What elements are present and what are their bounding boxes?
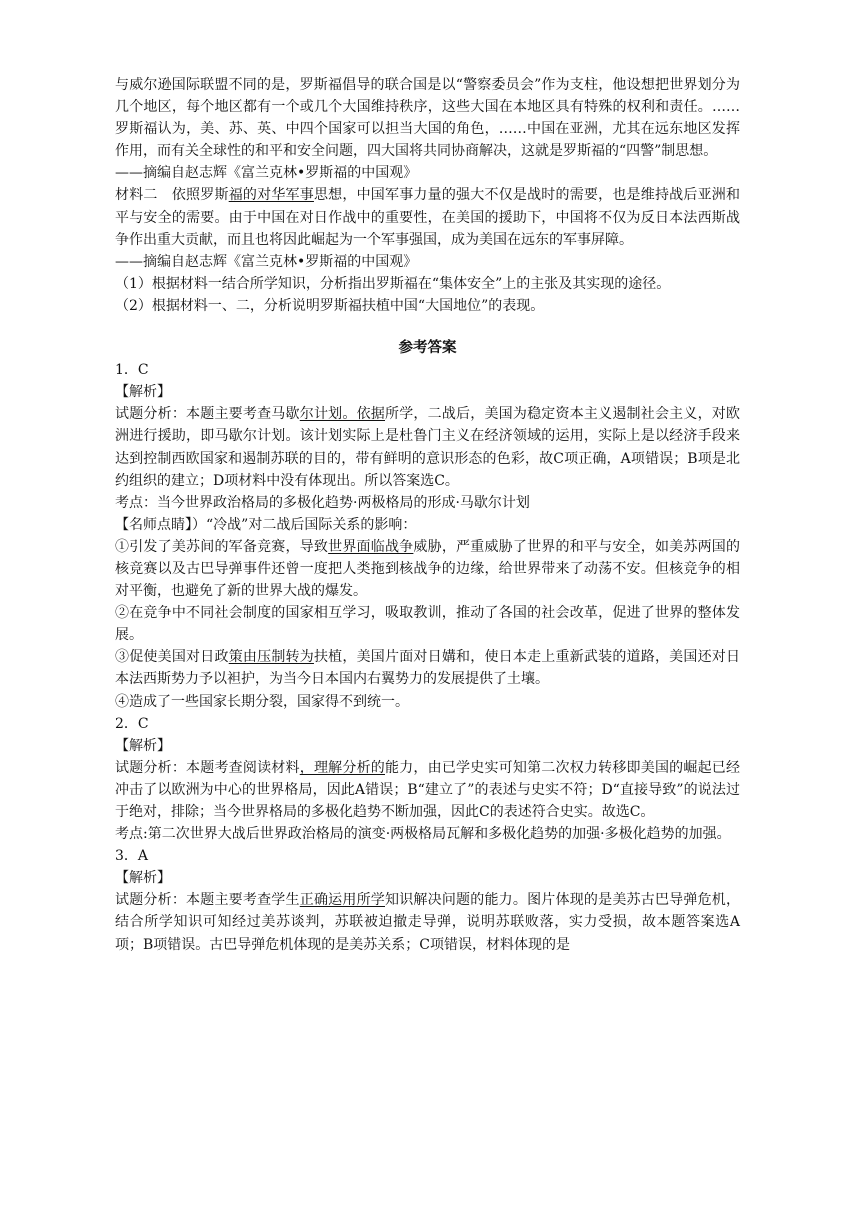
material-two-source: ——摘编自赵志辉《富兰克林•罗斯福的中国观》	[115, 253, 418, 270]
answer-1-item-1-underlined: 世界面临战争	[328, 538, 414, 555]
answer-2-analysis-b: 能力，由已学史实可知第二次权力转移即美国的崛起已经冲击了以欧洲为中心的世界格局，因此A错误；B“建立了”的表述与史实不符；D“直接导致”的说法过于绝对，排除；当今世界格局的多极化趋势不断加强，因此C的表述符合史实。故选C。	[115, 759, 741, 820]
material-two-rest: 思想，中国军事力量的强大不仅是战时的需要，也是维持战后亚洲和平与安全的需要。由于中国在对日作战中的重要性，在美国的援助下，中国将不仅为反日本法西斯战争作出重大贡献，而且也将因此崛起为一个军事强国，成为美国在远东的军事屏障。	[115, 187, 741, 248]
answer-1-item-3-a: ③促使美国对日政	[115, 649, 229, 666]
answer-3-jiexi: 【解析】	[115, 870, 171, 887]
answer-1-item-1-b: 威胁，严重威胁了世界的和平与安全，如美苏两国的核竞赛以及古巴导弹事件还曾一度把人类拖到核战争的边缘，给世界带来了动荡不安。但核竞争的相对平衡，也避免了新的世界大战的爆发。	[115, 538, 741, 600]
answer-3-analysis-a: 试题分析：本题主要考查学生	[115, 892, 300, 909]
answer-1-analysis-underlined: 尔计划。依据	[299, 406, 385, 423]
answer-2-jiexi: 【解析】	[115, 737, 171, 754]
answer-3-number: 3．A	[115, 848, 149, 865]
answer-1-kaodian: 考点：当今世界政治格局的多极化趋势·两极格局的形成·马歇尔计划	[115, 494, 530, 511]
document-body	[115, 74, 740, 956]
answer-1-item-3	[115, 646, 740, 690]
answer-1-item-3-b: 扶植，美国片面对日媾和，使日本走上重新武装的道路，美国还对日本法西斯势力予以袒护，为当今日本国内右翼势力的发展提供了土壤。	[115, 649, 741, 688]
answer-1-analysis	[115, 403, 740, 491]
answer-2-analysis-underlined: ，理解分析的	[299, 759, 385, 776]
material-one-source: ——摘编自赵志辉《富兰克林•罗斯福的中国观》	[115, 165, 418, 182]
answers-title: 参考答案	[398, 340, 457, 357]
answer-3-analysis-b: 知识解决问题的能力。图片体现的是美苏古巴导弹危机，结合所学知识可知经过美苏谈判，苏联被迫撤走导弹，说明苏联败落，实力受损，故本题答案选A项；B项错误。古巴导弹危机体现的是美苏关系；C项错误，材料体现的是	[115, 892, 741, 953]
answer-1-item-2: ②在竞争中不同社会制度的国家相互学习，吸取教训，推动了各国的社会改革，促进了世界的整体发展。	[115, 605, 740, 644]
answer-1-analysis-b: 所学，二战后，美国为稳定资本主义遏制社会主义，对欧洲进行援助，即马歇尔计划。该计划实际上是杜鲁门主义在经济领域的运用，实际上是以经济手段来达到控制西欧国家和遏制苏联的目的，带有鲜明的意识形态的色彩，故C项正确，A项错误；B项是北约组织的建立；D项材料中没有体现出。所以答案选C。	[115, 406, 741, 489]
answer-1-number: 1．C	[115, 362, 149, 379]
answer-1-analysis-a: 试题分析：本题主要考查马歇	[115, 406, 300, 423]
answer-3-analysis-underlined: 正确运用所学	[299, 892, 385, 909]
answer-3-analysis	[115, 889, 740, 955]
material-two-lead: 材料二 依照罗斯	[115, 187, 229, 204]
answer-2-kaodian: 考点:第二次世界大战后世界政治格局的演变·两极格局瓦解和多极化趋势的加强·多极化趋势的加强。	[115, 826, 731, 843]
answer-1-mingshi: 【名师点睛】）“冷战”对二战后国际关系的影响：	[115, 516, 417, 533]
answer-1-item-1-a: ①引发了美苏间的军备竞赛，导致	[115, 538, 329, 555]
answer-1-item-4: ④造成了一些国家长期分裂，国家得不到统一。	[115, 693, 409, 710]
answer-2-analysis	[115, 757, 740, 823]
material-two-text	[115, 184, 740, 250]
answer-1-item-1	[115, 536, 740, 602]
question-two: （2）根据材料一、二，分析说明罗斯福扶植中国“大国地位”的表现。	[115, 297, 545, 314]
answer-1-item-3-underlined: 策由压制转为	[228, 649, 314, 666]
material-one-text: 与威尔逊国际联盟不同的是，罗斯福倡导的联合国是以“警察委员会”作为支柱，他设想把世界划分为几个地区，每个地区都有一个或几个大国维持秩序，这些大国在本地区具有特殊的权利和责任。……罗斯福认为，美、苏、英、中四个国家可以担当大国的角色，……中国在亚洲，尤其在远东地区发挥作用，而有关全球性的和平和安全问题，四大国将共同协商解决，这就是罗斯福的“四警”制思想。	[115, 77, 740, 160]
answer-2-analysis-a: 试题分析：本题考查阅读材料	[115, 759, 300, 776]
material-two-underlined: 福的对华军事	[228, 187, 314, 204]
answer-2-number: 2．C	[115, 715, 149, 732]
answer-1-jiexi: 【解析】	[115, 384, 171, 401]
question-one: （1）根据材料一结合所学知识，分析指出罗斯福在“集体安全”上的主张及其实现的途径。	[115, 275, 671, 292]
